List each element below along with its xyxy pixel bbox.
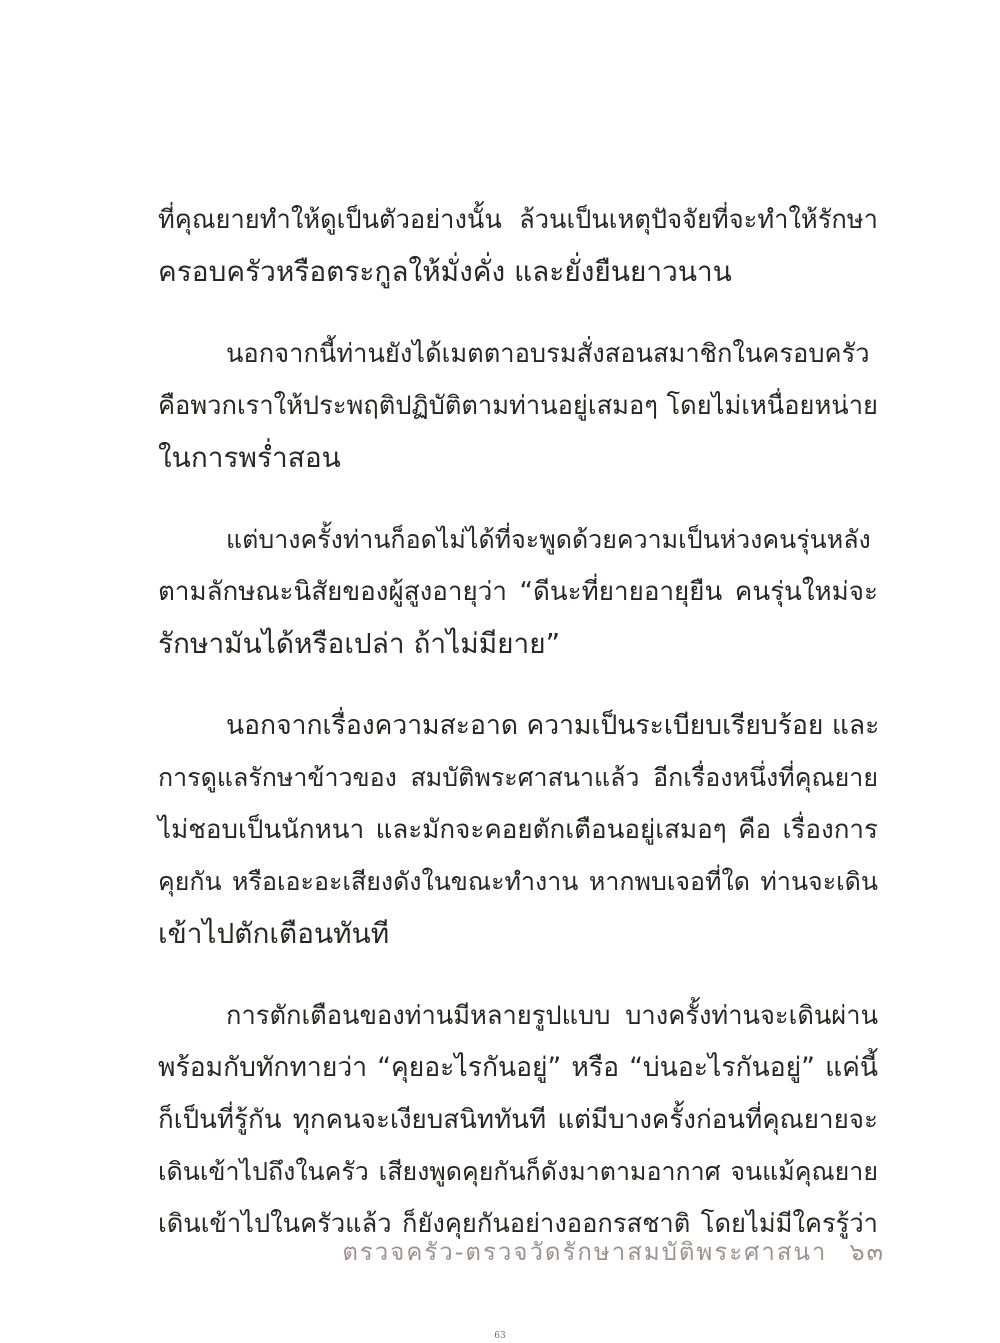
text-line: ก็เป็นที่รู้กัน ทุกคนจะเงียบสนิททันที แต่มีบางครั้งก่อนที่คุณยายจะ <box>158 1105 878 1135</box>
text-line: การดูแลรักษาข้าวของ สมบัติพระศาสนาแล้ว อีกเรื่องหนึ่งที่คุณยาย <box>158 763 878 792</box>
text-line: ไม่ชอบเป็นนักหนา และมักจะคอยตักเตือนอยู่เสมอๆ คือ เรื่องการ <box>158 815 878 845</box>
text-line: ตามลักษณะนิสัยของผู้สูงอายุว่า “ดีนะที่ยายอายุยืน คนรุ่นใหม่จะ <box>158 577 878 607</box>
paragraph-2 <box>158 328 878 484</box>
paragraph-5 <box>158 990 878 1250</box>
text-line: คุยกัน หรือเอะอะเสียงดังในขณะทำงาน หากพบเจอที่ใด ท่านจะเดิน <box>158 867 878 896</box>
paragraph-4 <box>158 700 878 960</box>
text-line: ที่คุณยายทำให้ดูเป็นตัวอย่างนั้น ล้วนเป็นเหตุปัจจัยที่จะทำให้รักษา <box>158 205 878 235</box>
paragraph-3 <box>158 514 878 670</box>
text-line: ครอบครัวหรือตระกูลให้มั่งคั่ง และยั่งยืนยาวนาน <box>158 255 732 288</box>
running-title: ตรวจครัว-ตรวจวัดรักษาสมบัติพระศาสนา <box>342 1238 828 1266</box>
text-line: การตักเตือนของท่านมีหลายรูปแบบ บางครั้งท่านจะเดินผ่าน <box>226 1001 878 1031</box>
running-footer <box>342 1232 885 1271</box>
page-number: ๖๓ <box>849 1238 885 1266</box>
text-line: เดินเข้าไปถึงในครัว เสียงพูดคุยกันก็ดังมาตามอากาศ จนแม้คุณยาย <box>158 1157 878 1186</box>
paragraph-1 <box>158 194 878 298</box>
text-line: เข้าไปตักเตือนทันที <box>158 917 390 950</box>
text-line: พร้อมกับทักทายว่า “คุยอะไรกันอยู่” หรือ “บ่นอะไรกันอยู่” แค่นี้ <box>158 1052 878 1083</box>
text-line: คือพวกเราให้ประพฤติปฏิบัติตามท่านอยู่เสมอๆ โดยไม่เหนื่อยหน่าย <box>158 391 878 421</box>
body-text <box>158 194 878 1280</box>
text-line: นอกจากเรื่องความสะอาด ความเป็นระเบียบเรียบร้อย และ <box>226 710 880 741</box>
text-line: แต่บางครั้งท่านก็อดไม่ได้ที่จะพูดด้วยความเป็นห่วงคนรุ่นหลัง <box>226 525 871 554</box>
text-line: รักษามันได้หรือเปล่า ถ้าไม่มียาย” <box>158 627 561 660</box>
text-line: ในการพร่ำสอน <box>158 441 341 474</box>
text-line: เดินเข้าไปในครัวแล้ว ก็ยังคุยกันอย่างออกรสชาติ โดยไม่มีใครรู้ว่า <box>158 1209 878 1239</box>
text-line: นอกจากนี้ท่านยังได้เมตตาอบรมสั่งสอนสมาชิกในครอบครัว <box>226 339 870 369</box>
print-page-number: 63 <box>494 1331 506 1341</box>
